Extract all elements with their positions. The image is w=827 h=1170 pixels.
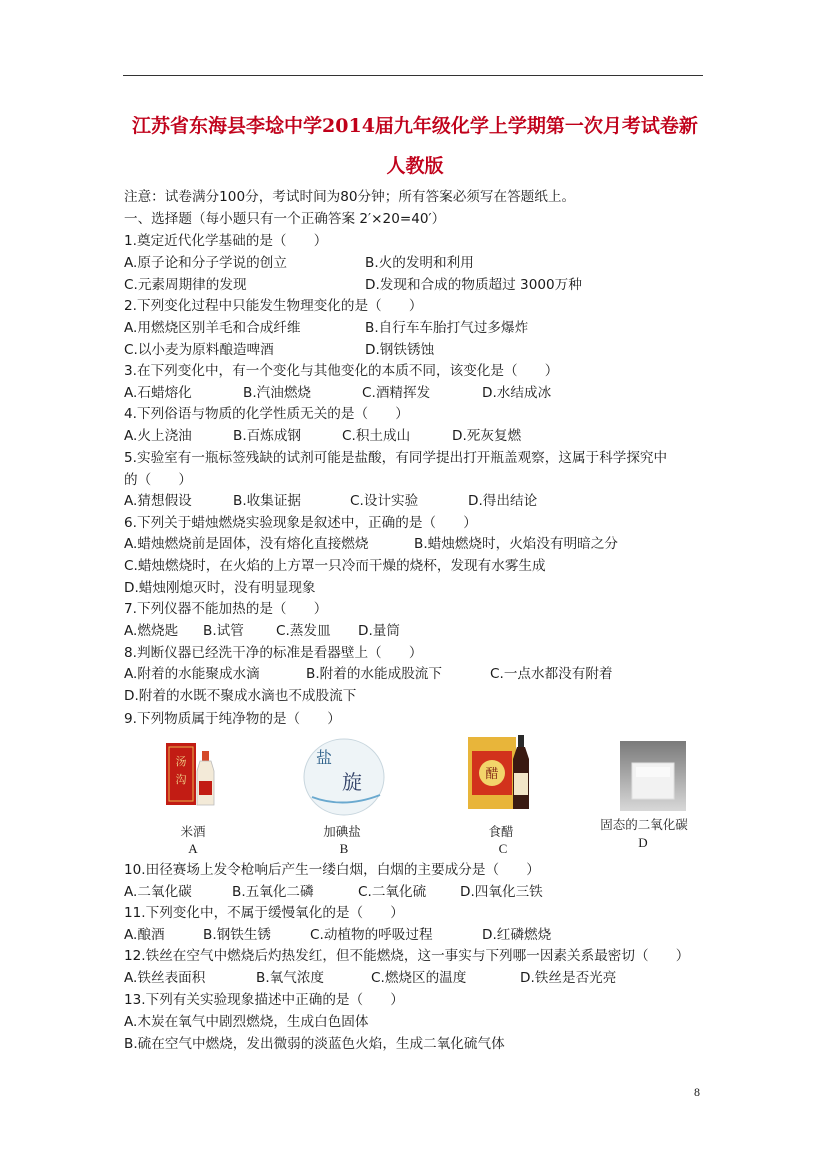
q6-option-d: D.蜡烛刚熄灭时，没有明显现象 [124, 580, 316, 596]
title-line-1: 江苏省东海县李埝中学2014届九年级化学上学期第一次月考试卷新 [132, 115, 698, 137]
iodized-salt-image [302, 737, 386, 817]
q12-option-d: D.铁丝是否光亮 [520, 970, 617, 986]
q8-option-c: C.一点水都没有附着 [490, 666, 613, 682]
q12-option-b: B.氧气浓度 [256, 970, 325, 986]
q13-stem: 13.下列有关实验现象描述中正确的是（ ） [124, 992, 404, 1008]
rice-wine-image [164, 737, 222, 809]
q5-stem-continued: 的（ ） [124, 472, 192, 488]
q12-option-c: C.燃烧区的温度 [371, 970, 467, 986]
q12-option-a: A.铁丝表面积 [124, 970, 206, 986]
q1-option-d: D.发现和合成的物质超过 3000万种 [365, 277, 582, 293]
q7-option-c: C.蒸发皿 [276, 623, 331, 639]
q7-option-a: A.燃烧匙 [124, 623, 179, 639]
q9-letter-b: B [339, 841, 349, 856]
q10-option-a: A.二氧化碳 [124, 884, 192, 900]
q4-stem: 4.下列俗语与物质的化学性质无关的是（ ） [124, 406, 409, 422]
q3-stem: 3.在下列变化中，有一个变化与其他变化的本质不同，该变化是（ ） [124, 363, 559, 379]
q12-stem: 12.铁丝在空气中燃烧后灼热发红，但不能燃烧，这一事实与下列哪一因素关系最密切（ ） [124, 948, 690, 964]
q10-option-c: C.二氧化硫 [358, 884, 427, 900]
q8-option-a: A.附着的水能聚成水滴 [124, 666, 260, 682]
q9-caption-b: 加碘盐 [323, 824, 361, 839]
q2-stem: 2.下列变化过程中只能发生物理变化的是（ ） [124, 298, 423, 314]
svg-text:汤: 汤 [175, 755, 187, 768]
q9-caption-d: 固态的二氧化碳 [600, 817, 688, 832]
q6-option-b: B.蜡烛燃烧时，火焰没有明暗之分 [414, 536, 618, 552]
q6-stem: 6.下列关于蜡烛燃烧实验现象是叙述中，正确的是（ ） [124, 515, 477, 531]
q11-option-a: A.酿酒 [124, 927, 165, 943]
q2-option-b: B.自行车车胎打气过多爆炸 [365, 320, 529, 336]
q9-letter-c: C [498, 841, 508, 856]
q4-option-a: A.火上浇油 [124, 428, 192, 444]
svg-text:沟: 沟 [175, 773, 187, 786]
notice: 注意：试卷满分100分，考试时间为80分钟；所有答案必须写在答题纸上。 [124, 189, 576, 205]
q3-option-a: A.石蜡熔化 [124, 385, 192, 401]
q9-caption-c: 食醋 [488, 824, 514, 839]
q3-option-b: B.汽油燃烧 [243, 385, 312, 401]
q7-option-d: D.量筒 [358, 623, 400, 639]
q2-option-c: C.以小麦为原料酿造啤酒 [124, 342, 274, 358]
q11-option-d: D.红磷燃烧 [482, 927, 552, 943]
q2-option-a: A.用燃烧区别羊毛和合成纤维 [124, 320, 301, 336]
q6-option-a: A.蜡烛燃烧前是固体，没有熔化直接燃烧 [124, 536, 369, 552]
dry-ice-image [620, 741, 686, 811]
q6-option-c: C.蜡烛燃烧时，在火焰的上方罩一只冷而干燥的烧杯，发现有水雾生成 [124, 558, 546, 574]
q13-option-b: B.硫在空气中燃烧，发出微弱的淡蓝色火焰，生成二氧化硫气体 [124, 1036, 505, 1052]
q1-stem: 1.奠定近代化学基础的是（ ） [124, 233, 328, 249]
q7-option-b: B.试管 [203, 623, 244, 639]
q9-caption-a: 米酒 [180, 824, 206, 839]
q8-option-b: B.附着的水能成股流下 [306, 666, 442, 682]
q7-stem: 7.下列仪器不能加热的是（ ） [124, 601, 328, 617]
q10-stem: 10.田径赛场上发令枪响后产生一缕白烟，白烟的主要成分是（ ） [124, 862, 540, 878]
section-heading: 一、选择题（每小题只有一个正确答案 2′×20=40′） [124, 211, 446, 227]
vinegar-image [466, 733, 536, 811]
q5-option-a: A.猜想假设 [124, 493, 192, 509]
header-rule [123, 75, 703, 76]
q4-option-b: B.百炼成钢 [233, 428, 302, 444]
page-number: 8 [694, 1085, 700, 1099]
q1-option-a: A.原子论和分子学说的创立 [124, 255, 287, 271]
q8-stem: 8.判断仪器已经洗干净的标准是看器壁上（ ） [124, 645, 423, 661]
svg-text:旋: 旋 [342, 770, 362, 794]
title-line-2: 人教版 [386, 155, 444, 177]
q11-stem: 11.下列变化中，不属于缓慢氧化的是（ ） [124, 905, 404, 921]
q2-option-d: D.钢铁锈蚀 [365, 342, 435, 358]
q9-letter-d: D [638, 835, 648, 850]
q10-option-b: B.五氧化二磷 [232, 884, 314, 900]
q5-stem: 5.实验室有一瓶标签残缺的试剂可能是盐酸，有同学提出打开瓶盖观察，这属于科学探究中 [124, 450, 668, 466]
q4-option-c: C.积土成山 [342, 428, 411, 444]
q9-letter-a: A [188, 841, 198, 856]
svg-text:醋: 醋 [485, 767, 499, 782]
q5-option-b: B.收集证据 [233, 493, 302, 509]
q11-option-c: C.动植物的呼吸过程 [310, 927, 433, 943]
q11-option-b: B.钢铁生锈 [203, 927, 272, 943]
q1-option-c: C.元素周期律的发现 [124, 277, 247, 293]
q5-option-d: D.得出结论 [468, 493, 538, 509]
q3-option-c: C.酒精挥发 [362, 385, 431, 401]
q8-option-d: D.附着的水既不聚成水滴也不成股流下 [124, 688, 357, 704]
q9-stem: 9.下列物质属于纯净物的是（ ） [124, 711, 341, 727]
q5-option-c: C.设计实验 [350, 493, 419, 509]
q3-option-d: D.水结成冰 [482, 385, 552, 401]
q1-option-b: B.火的发明和利用 [365, 255, 474, 271]
q13-option-a: A.木炭在氧气中剧烈燃烧，生成白色固体 [124, 1014, 369, 1030]
q10-option-d: D.四氧化三铁 [460, 884, 543, 900]
svg-text:盐: 盐 [316, 748, 333, 767]
q4-option-d: D.死灰复燃 [452, 428, 522, 444]
